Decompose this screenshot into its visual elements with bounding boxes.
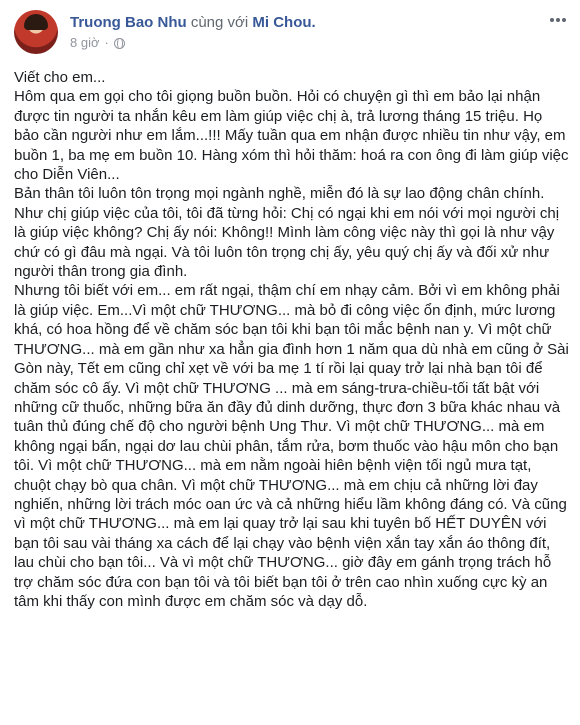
globe-icon[interactable] [114, 38, 125, 49]
post-body [14, 68, 570, 611]
post-header [14, 10, 570, 56]
post-timestamp[interactable]: 8 giờ [70, 35, 100, 50]
post-paragraph: Bản thân tôi luôn tôn trọng mọi ngành nghề, miễn đó là sự lao động chân chính. Như chị giúp việc của tôi, tôi đã từng hỏi: Chị có ngại khi em nói với mọi người chị là giúp việc không? Chị ấy nói: Không!! Mình làm công việc này thì gọi là như vậy chứ có gì đâu mà ngại. Và tôi luôn tôn trọng chị ấy, yêu quý chị ấy và đối xử như người thân trong gia đình. [14, 185, 560, 281]
author-name-link[interactable]: Truong Bao Nhu [70, 14, 187, 31]
tagged-friend-link[interactable]: Mi Chou. [252, 14, 316, 31]
post-paragraph: Nhưng tôi biết với em... em rất ngại, thậm chí em nhạy cảm. Bởi vì em không phải là giúp việc. Em...Vì một chữ THƯƠNG... mà bỏ đi công việc ổn định, mức lương khá, có hoa hồng để về chăm sóc bạn tôi khi bạn tôi mắc bệnh nan y. Vì một chữ THƯƠNG... mà em gần như xa hẳn gia đình hơn 1 năm qua dù nhà em cũng ở Sài Gòn này, Tết em cũng chỉ xẹt về với ba mẹ 1 tí rồi lại quay trở lại nhà bạn tôi để chăm sóc cô ấy. Vì một chữ THƯƠNG ... mà em sáng-trưa-chiều-tối tất bật với những cữ thuốc, những bữa ăn đầy đủ dinh dưỡng, thực đơn 3 bữa khác nhau và tuân thủ đúng chế độ cho người bệnh Ung Thư. Vì một chữ THƯƠNG... mà em không ngại bẩn, ngại dơ lau chùi phân, tắm rửa, bơm thuốc vào hậu môn cho bạn tôi. Vì một chữ THƯƠNG... mà em nằm ngoài hiên bệnh viện tối ngủ mưa tạt, chuột chạy bò qua chân. Vì một chữ THƯƠNG... mà em chịu cả những lời đay nghiến, những lời trách móc oan ức và cả những hiểu lầm không đáng có. Và cũng vì một chữ THƯƠNG... mà em lại quay trở lại sau khi tuyên bố HẾT DUYÊN với bạn tôi sau vài tháng xa cách để lại chạy vào bệnh viện xắn tay xắn áo thông đít, lau chùi cho bạn tôi... Và vì một chữ THƯƠNG... giờ đây em gánh trọng trách hỗ trợ chăm sóc đứa con bạn tôi và tôi biết bạn tôi ở trên cao nhìn xuống cực kỳ an tâm khi thấy con mình được em chăm sóc và dạy dỗ. [14, 282, 569, 610]
meta-separator: · [104, 35, 109, 50]
post-meta [70, 35, 125, 51]
post-paragraph: Viết cho em... [14, 69, 106, 86]
with-text: cùng với [190, 14, 249, 31]
author-avatar[interactable] [14, 10, 58, 54]
author-line [70, 14, 316, 32]
post-paragraph: Hôm qua em gọi cho tôi giọng buồn buồn. Hỏi có chuyện gì thì em bảo lại nhận được tin người ta nhắn kêu em làm giúp việc chị à, trả lương tháng 15 triệu. Họ bảo cần người như em lắm...!!! Mấy tuần qua em nhận được nhiều tin như vậy, em buồn 1, ba mẹ em buồn 10. Hàng xóm thì hỏi thăm: hoá ra con ông đi làm giúp việc cho Diễn Viên... [14, 88, 569, 184]
avatar-hair [24, 14, 48, 30]
more-options-icon[interactable] [548, 12, 568, 26]
